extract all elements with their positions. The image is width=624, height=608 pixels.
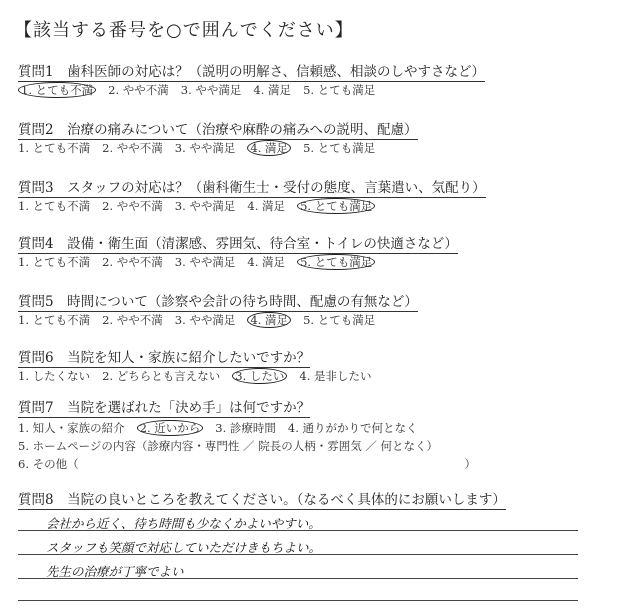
option-1[interactable]: 1. とても不満 xyxy=(18,199,91,213)
question-7-label: 質問7 当院を選ばれた「決め手」は何ですか？ xyxy=(18,396,310,418)
option-4[interactable]: 4. 満足 xyxy=(247,255,286,269)
option-4[interactable]: 4. 満足 xyxy=(253,83,292,97)
option-1[interactable]: 1. とても不満 xyxy=(18,255,91,269)
question-5-options xyxy=(18,312,387,328)
question-3-label: 質問3 スタッフの対応は？（歯科衛生士・受付の態度、言葉遣い、気配り） xyxy=(18,176,486,198)
option-5[interactable]: 5. とても満足 xyxy=(303,313,376,327)
option-5[interactable]: 5. とても満足 xyxy=(297,254,375,270)
handwritten-answer-2: スタッフも笑顔で対応していただけきもちよい。 xyxy=(46,540,322,555)
option-2[interactable]: 2. やや不満 xyxy=(102,199,163,213)
option-1[interactable]: 1. とても不満 xyxy=(18,141,91,155)
option-3[interactable]: 3. やや満足 xyxy=(174,199,236,213)
option-3[interactable]: 3. やや満足 xyxy=(180,83,242,97)
option-2[interactable]: 2. やや不満 xyxy=(102,313,163,327)
option-4[interactable]: 4. 満足 xyxy=(247,312,291,328)
other-close-paren: ） xyxy=(464,457,476,471)
q7-option-1[interactable]: 1. 知人・家族の紹介 xyxy=(18,421,125,435)
option-2[interactable]: 2. やや不満 xyxy=(102,255,163,269)
question-8-label: 質問8 当院の良いところを教えてください。（なるべく具体的にお願いします） xyxy=(18,488,506,510)
option-1[interactable]: 1. とても不満 xyxy=(18,313,91,327)
option-3[interactable]: 3. やや満足 xyxy=(174,313,236,327)
q7-option-2[interactable]: 2. 近いから xyxy=(137,420,204,436)
question-2-label: 質問2 治療の痛みについて（治療や麻酔の痛みへの説明、配慮） xyxy=(18,118,418,140)
option-5[interactable]: 5. とても満足 xyxy=(303,83,376,97)
question-1-options xyxy=(18,82,387,98)
q7-option-3[interactable]: 3. 診療時間 xyxy=(215,421,276,435)
option-3[interactable]: 3. やや満足 xyxy=(174,141,236,155)
option-1[interactable]: 1. したくない xyxy=(18,369,91,383)
handwritten-answer-1: 会社から近く、待ち時間も少なくかよいやすい。 xyxy=(46,516,321,531)
q7-option-4[interactable]: 4. 通りがかりで何となく xyxy=(287,421,418,435)
question-4-label: 質問4 設備・衛生面（清潔感、雰囲気、待合室・トイレの快適さなど） xyxy=(18,232,458,254)
question-3-options xyxy=(18,198,387,214)
question-1-label: 質問1 歯科医師の対応は？（説明の明解さ、信頼感、相談のしやすさなど） xyxy=(18,60,485,82)
option-1[interactable]: 1. とても不満 xyxy=(18,82,96,98)
option-4[interactable]: 4. 是非したい xyxy=(299,369,372,383)
question-5-label: 質問5 時間について（診察や会計の待ち時間、配慮の有無など） xyxy=(18,290,418,312)
option-4[interactable]: 4. 満足 xyxy=(247,140,291,156)
question-7-options-row2: 5. ホームページの内容（診療内容・専門性 ／ 院長の人柄・雰囲気 ／ 何となく） xyxy=(18,439,439,453)
option-2[interactable]: 2. やや不満 xyxy=(108,83,169,97)
question-4-options xyxy=(18,254,387,270)
option-2[interactable]: 2. どちらとも言えない xyxy=(102,369,221,383)
handwritten-answer-3: 先生の治療が丁寧でよい xyxy=(46,564,184,579)
option-2[interactable]: 2. やや不満 xyxy=(102,141,163,155)
option-4[interactable]: 4. 満足 xyxy=(247,199,286,213)
answer-line-4 xyxy=(18,600,578,601)
option-3[interactable]: 3. したい xyxy=(232,368,287,384)
question-6-options xyxy=(18,368,384,384)
question-2-options xyxy=(18,140,387,156)
question-7-options-row1 xyxy=(18,420,430,436)
question-7-options-row3 xyxy=(18,456,488,472)
option-5[interactable]: 5. とても満足 xyxy=(303,141,376,155)
other-label: 6. その他（ xyxy=(18,457,79,471)
page-title: 【該当する番号を○で囲んでください】 xyxy=(14,20,354,41)
option-5[interactable]: 5. とても満足 xyxy=(297,198,375,214)
question-6-label: 質問6 当院を知人・家族に紹介したいですか？ xyxy=(18,346,310,368)
option-3[interactable]: 3. やや満足 xyxy=(174,255,236,269)
